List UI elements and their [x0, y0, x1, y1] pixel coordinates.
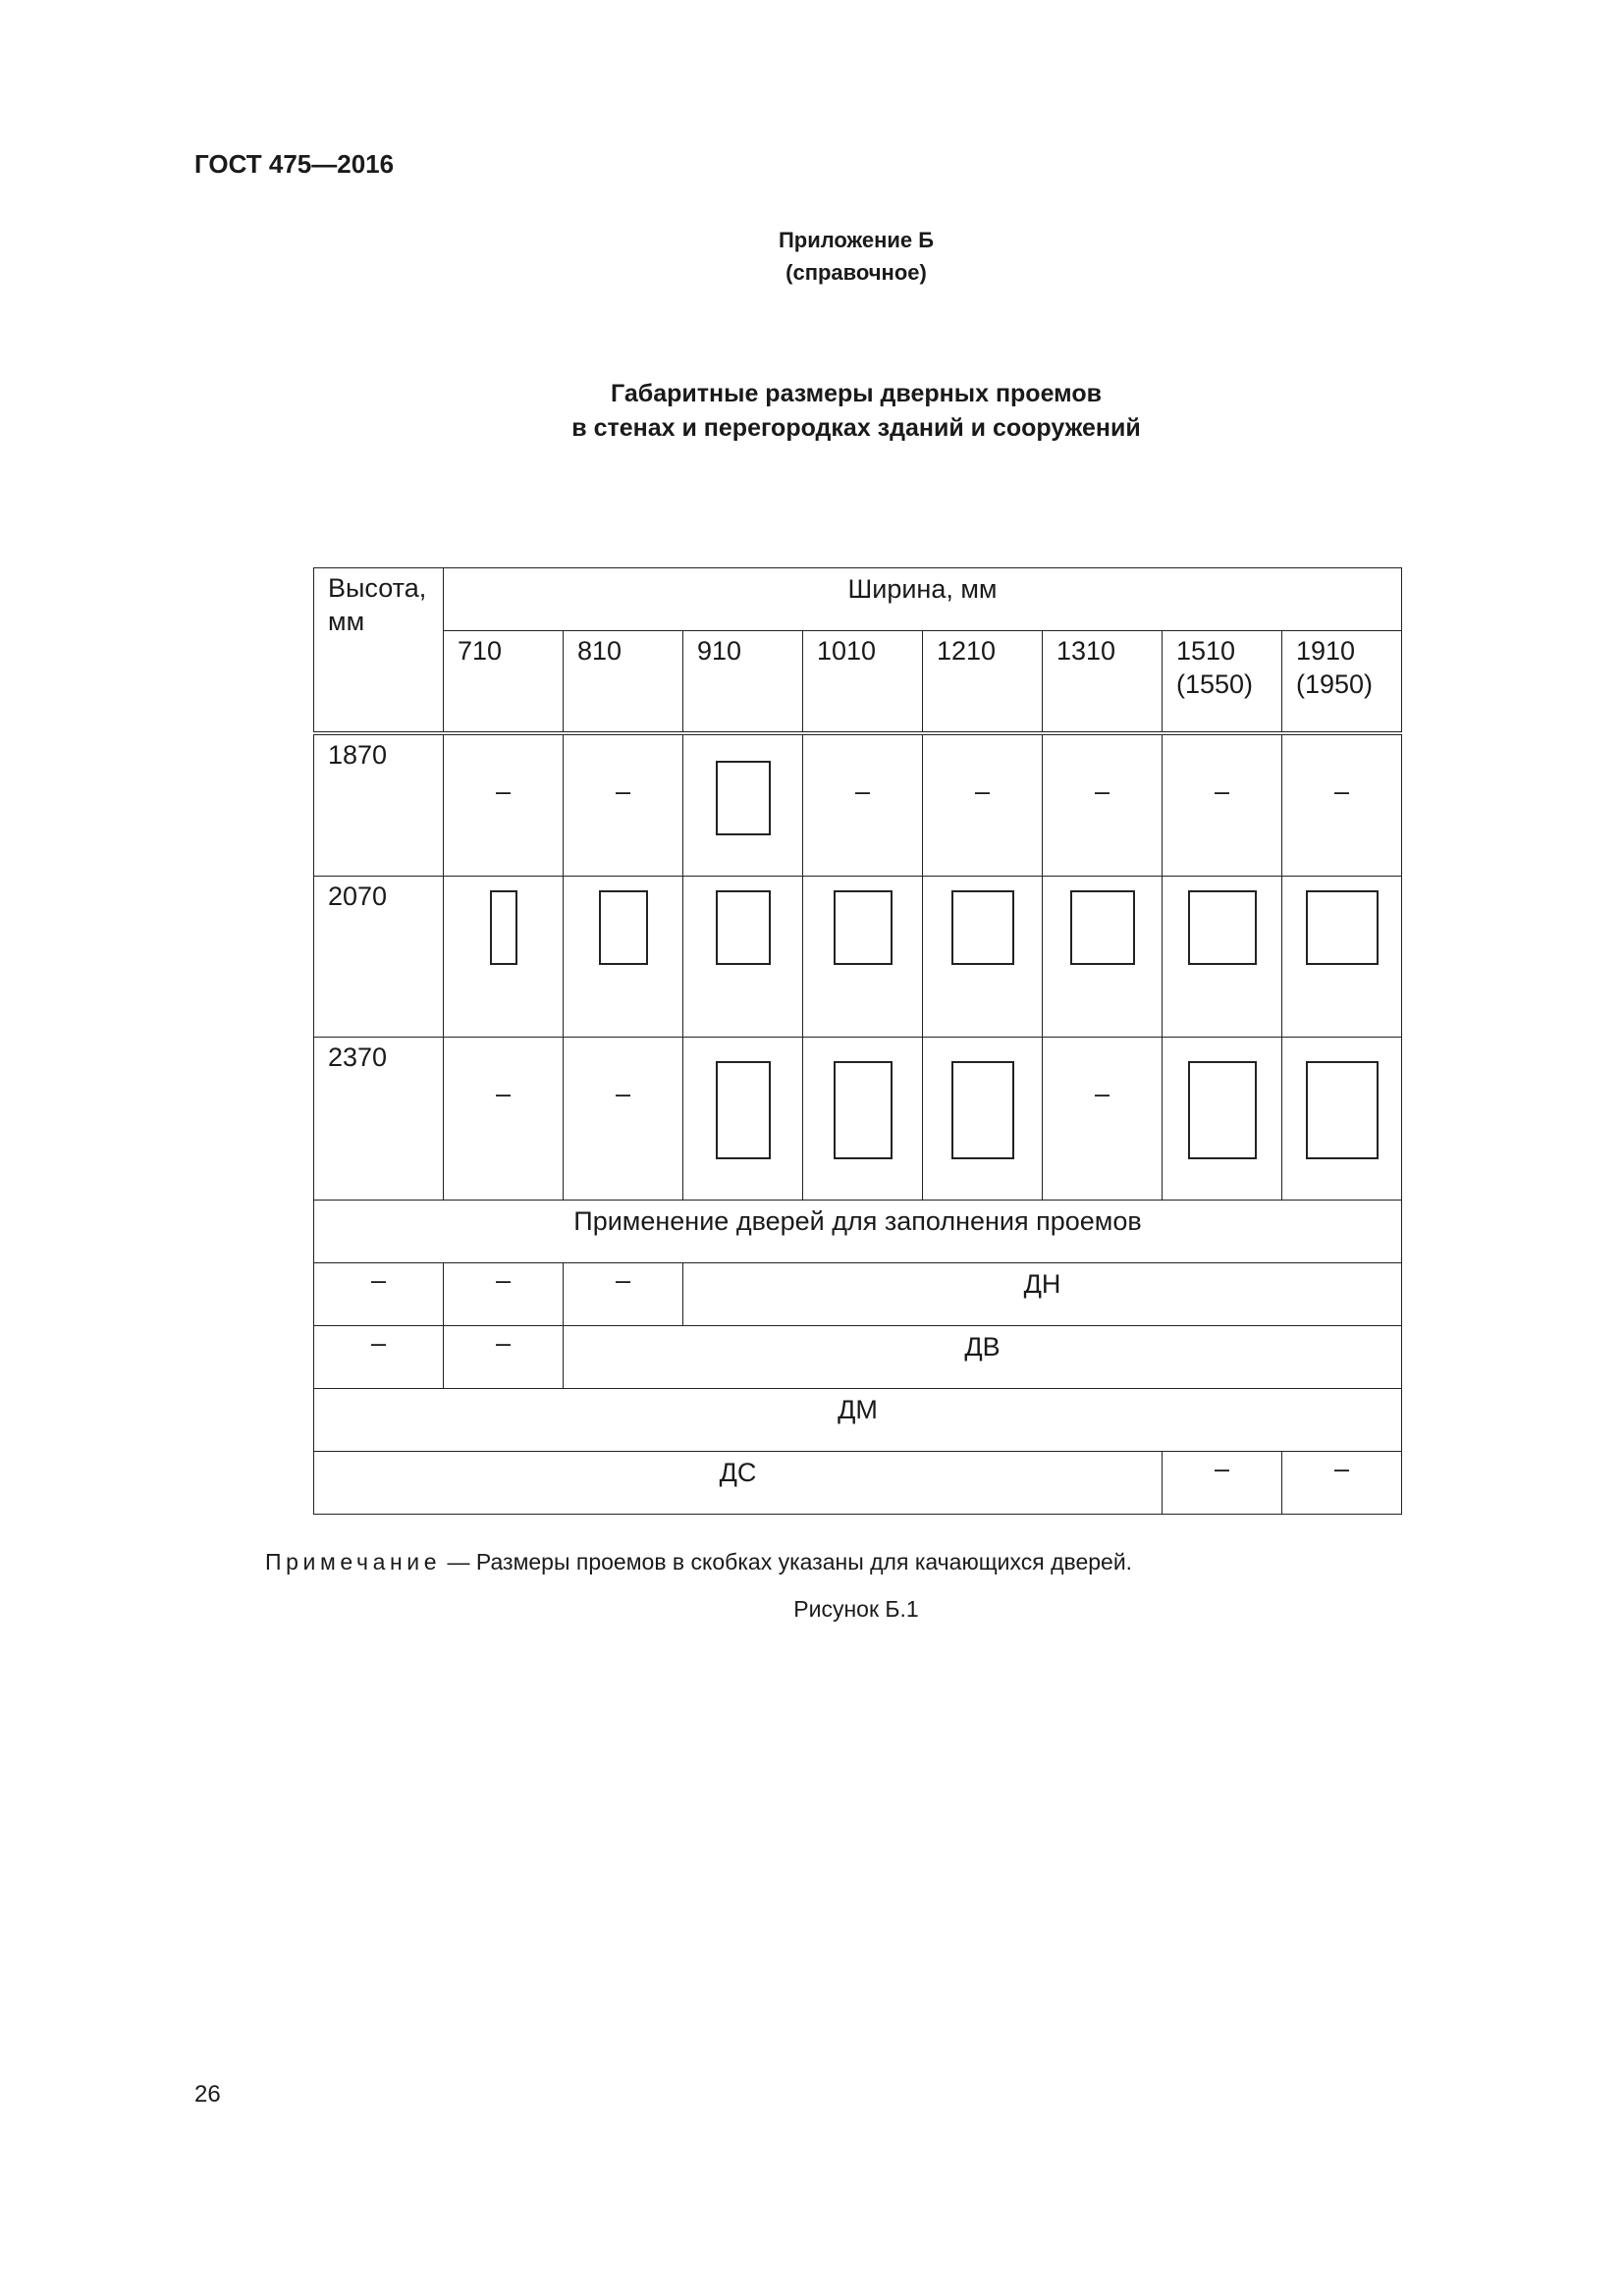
figure-heading-line-2: в стенах и перегородках зданий и сооружений	[571, 414, 1141, 442]
width-value: 1910 (1950)	[1282, 631, 1402, 733]
door-opening-symbol	[1188, 890, 1257, 965]
opening-cell	[1043, 877, 1163, 1038]
table-row	[314, 733, 1402, 877]
width-value: 1310	[1043, 631, 1163, 733]
height-value: 2070	[314, 877, 444, 1038]
opening-cell	[803, 877, 923, 1038]
opening-cell	[1282, 877, 1402, 1038]
usage-dash: –	[444, 1326, 564, 1389]
opening-cell	[1163, 1038, 1282, 1201]
opening-cell	[683, 733, 803, 877]
not-applicable-dash: –	[495, 1079, 512, 1108]
usage-dash: –	[1163, 1452, 1282, 1515]
opening-cell	[564, 877, 683, 1038]
opening-cell	[923, 877, 1043, 1038]
usage-label-dv: ДВ	[564, 1326, 1402, 1389]
usage-dash: –	[314, 1326, 444, 1389]
usage-label-dm: ДМ	[314, 1389, 1402, 1452]
opening-cell	[683, 1038, 803, 1201]
usage-title: Применение дверей для заполнения проемов	[314, 1201, 1402, 1263]
not-applicable-dash: –	[974, 775, 991, 806]
widths-row	[314, 631, 1402, 733]
opening-cell	[923, 733, 1043, 877]
opening-cell	[1043, 733, 1163, 877]
note-separator: —	[447, 1549, 470, 1575]
not-applicable-dash: –	[1094, 1079, 1110, 1108]
figure-caption: Рисунок Б.1	[793, 1596, 919, 1622]
note	[265, 1549, 1132, 1575]
table-row	[314, 877, 1402, 1038]
height-value: 2370	[314, 1038, 444, 1201]
usage-label-dn: ДН	[683, 1263, 1402, 1326]
not-applicable-dash: –	[1214, 775, 1230, 806]
table-row	[314, 1038, 1402, 1201]
width-value: 810	[564, 631, 683, 733]
appendix-title: Приложение Б	[778, 228, 935, 252]
width-value: 1510 (1550)	[1163, 631, 1282, 733]
not-applicable-dash: –	[615, 775, 631, 806]
usage-dash: –	[314, 1263, 444, 1326]
height-header: Высота, мм	[314, 568, 444, 733]
note-text: Размеры проемов в скобках указаны для качающихся дверей.	[475, 1549, 1133, 1575]
opening-cell	[803, 1038, 923, 1201]
document-id: ГОСТ 475—2016	[194, 149, 395, 179]
appendix-type: (справочное)	[785, 260, 927, 285]
usage-dash: –	[564, 1263, 683, 1326]
width-value: 1010	[803, 631, 923, 733]
opening-cell	[803, 733, 923, 877]
opening-cell	[444, 877, 564, 1038]
opening-cell	[564, 1038, 683, 1201]
page-number: 26	[194, 2081, 221, 2108]
usage-dash: –	[444, 1263, 564, 1326]
note-label: Примечание	[265, 1549, 442, 1575]
width-value: 1210	[923, 631, 1043, 733]
opening-cell	[1282, 1038, 1402, 1201]
door-opening-symbol	[951, 1061, 1014, 1159]
door-opening-symbol	[1306, 1061, 1379, 1159]
door-opening-symbol	[1306, 890, 1379, 965]
door-openings-table	[313, 567, 1402, 1515]
door-opening-symbol	[716, 890, 771, 965]
not-applicable-dash: –	[1094, 775, 1110, 806]
not-applicable-dash: –	[854, 775, 871, 806]
width-value: 910	[683, 631, 803, 733]
opening-cell	[1043, 1038, 1163, 1201]
not-applicable-dash: –	[615, 1079, 631, 1108]
opening-cell	[923, 1038, 1043, 1201]
opening-cell	[564, 733, 683, 877]
opening-cell	[444, 733, 564, 877]
usage-dash: –	[1282, 1452, 1402, 1515]
door-opening-symbol	[490, 890, 517, 965]
door-opening-symbol	[951, 890, 1014, 965]
opening-cell	[683, 877, 803, 1038]
height-value: 1870	[314, 733, 444, 877]
usage-label-ds: ДС	[314, 1452, 1163, 1515]
opening-cell	[1163, 877, 1282, 1038]
door-opening-symbol	[1070, 890, 1135, 965]
door-opening-symbol	[1188, 1061, 1257, 1159]
figure-heading-line-1: Габаритные размеры дверных проемов	[611, 380, 1102, 407]
door-opening-symbol	[834, 1061, 893, 1159]
door-opening-symbol	[716, 761, 771, 835]
door-opening-symbol	[834, 890, 893, 965]
door-opening-symbol	[599, 890, 648, 965]
not-applicable-dash: –	[495, 775, 512, 806]
not-applicable-dash: –	[1333, 775, 1350, 806]
width-header: Ширина, мм	[444, 568, 1402, 631]
opening-cell	[444, 1038, 564, 1201]
opening-cell	[1282, 733, 1402, 877]
opening-cell	[1163, 733, 1282, 877]
door-opening-symbol	[716, 1061, 771, 1159]
width-value: 710	[444, 631, 564, 733]
